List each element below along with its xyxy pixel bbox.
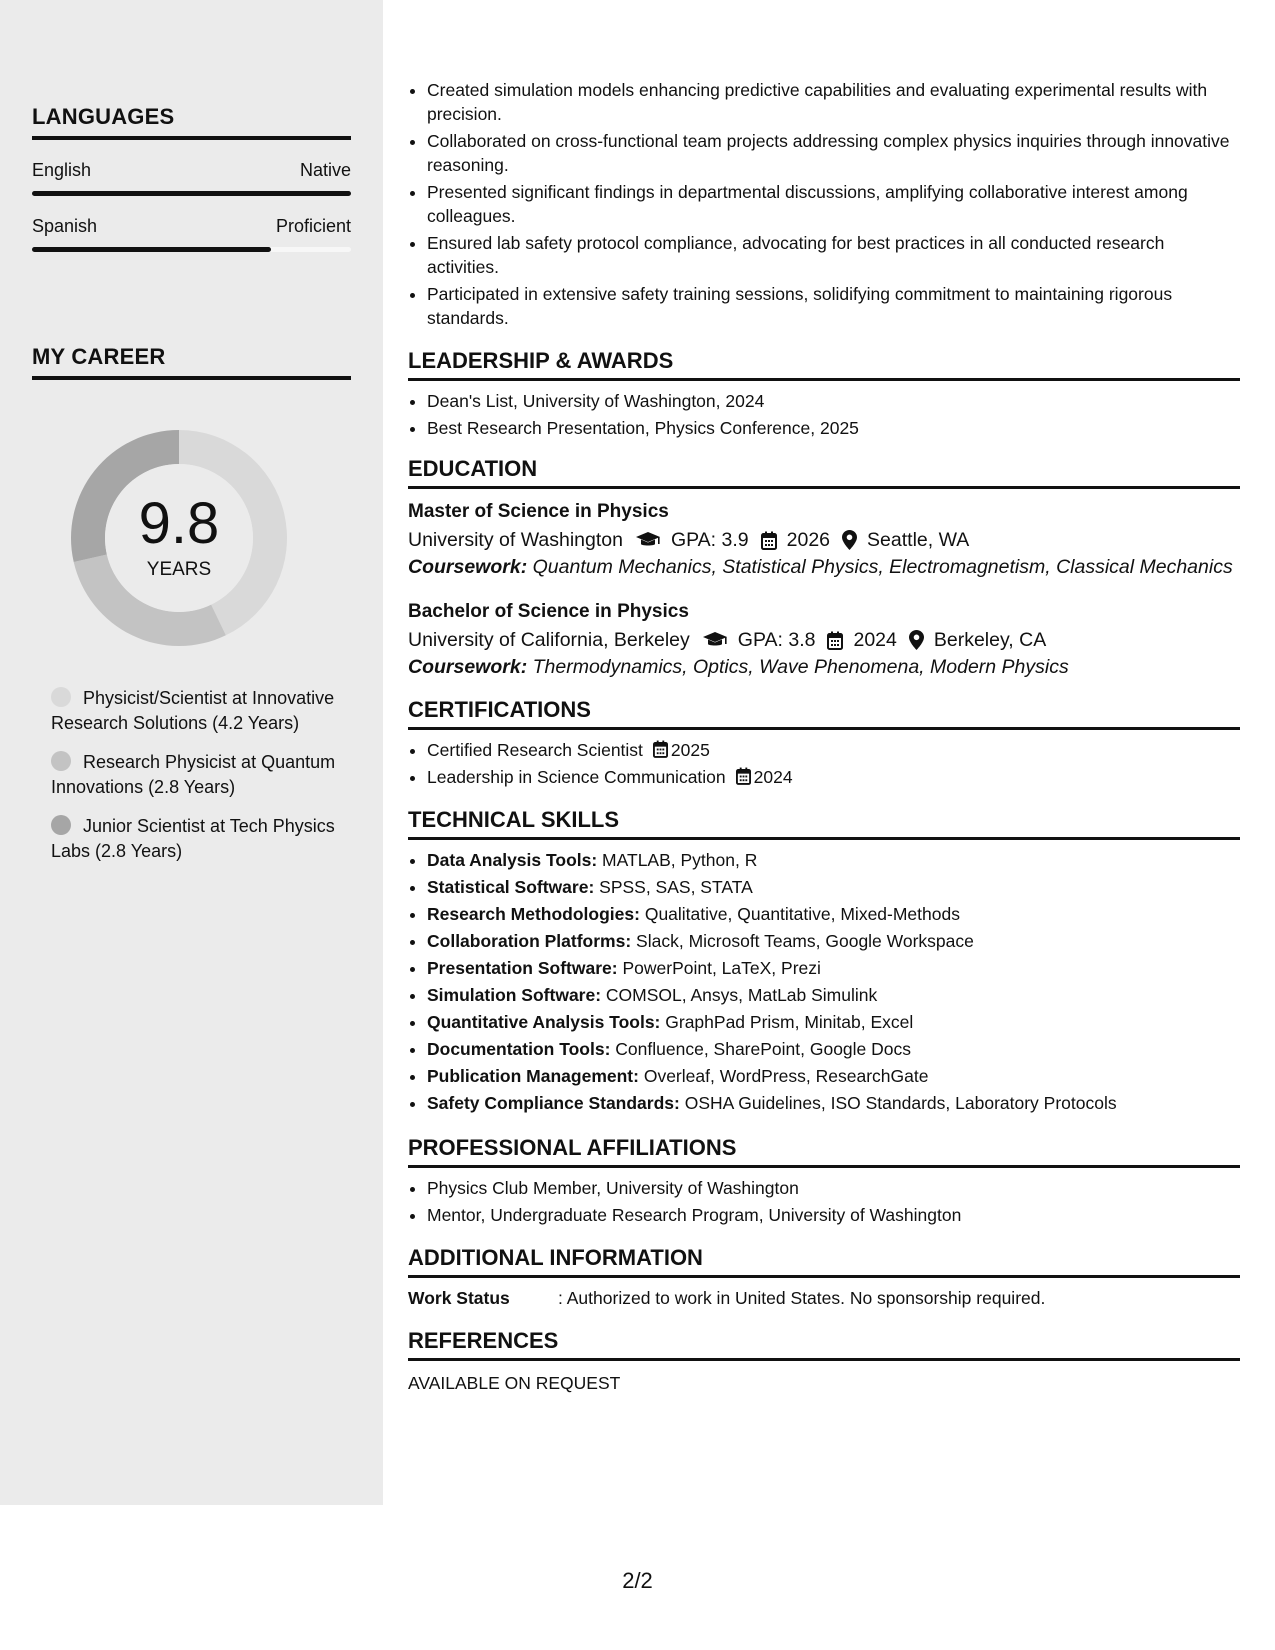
skill-label: Publication Management: <box>427 1066 639 1086</box>
language-level: Native <box>299 160 351 180</box>
experience-bullets <box>408 78 1240 330</box>
language-name: English <box>32 160 92 180</box>
work-status-value: : Authorized to work in United States. No sponsorship required. <box>558 1288 1046 1308</box>
affiliations-heading: PROFESSIONAL AFFILIATIONS <box>408 1135 1240 1168</box>
gpa: GPA: 3.9 <box>670 529 749 551</box>
leadership-heading: LEADERSHIP & AWARDS <box>408 348 1240 381</box>
list-item: • Created simulation models enhancing predictive capabilities and evaluating experimental results with precision. <box>427 78 1240 126</box>
career-total-years: 9.8 <box>138 491 220 556</box>
list-item <box>427 1091 1240 1115</box>
legend-dot-icon <box>51 815 71 835</box>
skill-value: GraphPad Prism, Minitab, Excel <box>660 1012 914 1032</box>
gpa: GPA: 3.8 <box>737 629 816 651</box>
list-item <box>427 738 1240 762</box>
skills-heading: TECHNICAL SKILLS <box>408 807 1240 840</box>
references-text: AVAILABLE ON REQUEST <box>408 1373 621 1393</box>
cert-year: 2024 <box>753 767 793 787</box>
list-item <box>427 848 1240 872</box>
languages-heading: LANGUAGES <box>32 104 351 140</box>
skill-label: Presentation Software: <box>427 958 618 978</box>
skill-label: Documentation Tools: <box>427 1039 611 1059</box>
coursework-label: Coursework: <box>408 656 528 678</box>
references-heading: REFERENCES <box>408 1328 1240 1361</box>
career-years-label: YEARS <box>146 559 212 580</box>
list-item: • Participated in extensive safety training sessions, solidifying commitment to maintaining rigorous standards. <box>427 282 1240 330</box>
language-proficiency-bar <box>32 191 351 196</box>
language-proficiency-fill <box>32 247 271 252</box>
degree-title: Master of Science in Physics <box>408 501 669 522</box>
graduation-year: 2024 <box>853 629 897 651</box>
education-entry <box>408 499 1240 579</box>
affiliations-list <box>408 1176 1240 1227</box>
list-item <box>427 983 1240 1007</box>
career-section <box>32 344 351 380</box>
graduation-cap-icon <box>702 631 728 649</box>
skill-label: Research Methodologies: <box>427 904 640 924</box>
career-item-text: Research Physicist at Quantum Innovations (2.8 Years) <box>51 752 336 797</box>
language-proficiency-fill <box>32 191 351 196</box>
coursework-label: Coursework: <box>408 556 528 578</box>
school-name: University of California, Berkeley <box>408 629 690 651</box>
career-legend-item <box>51 686 341 736</box>
school-name: University of Washington <box>408 529 623 551</box>
language-item <box>32 160 351 196</box>
list-item: • Dean's List, University of Washington, 2024 <box>427 389 1240 413</box>
list-item: • Mentor, Undergraduate Research Program, University of Washington <box>427 1203 1240 1227</box>
coursework-list: Quantum Mechanics, Statistical Physics, Electromagnetism, Classical Mechanics <box>527 556 1233 578</box>
list-item: • Physics Club Member, University of Washington <box>427 1176 1240 1200</box>
list-item: • Ensured lab safety protocol compliance, advocating for best practices in all conducted research activities. <box>427 231 1240 279</box>
map-pin-icon <box>842 530 857 550</box>
skill-value: Qualitative, Quantitative, Mixed-Methods <box>639 904 960 924</box>
calendar-icon <box>761 531 777 550</box>
work-status-row <box>408 1286 1240 1310</box>
legend-dot-icon <box>51 751 71 771</box>
legend-dot-icon <box>51 687 71 707</box>
skill-value: Confluence, SharePoint, Google Docs <box>610 1039 912 1059</box>
cert-name: Leadership in Science Communication <box>427 767 726 787</box>
skill-value: COMSOL, Ansys, MatLab Simulink <box>601 985 878 1005</box>
skill-value: Slack, Microsoft Teams, Google Workspace <box>631 931 974 951</box>
career-legend-item <box>51 750 341 800</box>
education-heading: EDUCATION <box>408 456 1240 489</box>
skill-value: PowerPoint, LaTeX, Prezi <box>617 958 821 978</box>
list-item <box>427 1010 1240 1034</box>
language-proficiency-bar <box>32 247 351 252</box>
map-pin-icon <box>909 630 924 650</box>
additional-info-heading: ADDITIONAL INFORMATION <box>408 1245 1240 1278</box>
cert-name: Certified Research Scientist <box>427 740 643 760</box>
school-location: Seattle, WA <box>867 529 970 551</box>
career-legend <box>51 686 341 878</box>
languages-section <box>32 104 351 252</box>
skill-label: Data Analysis Tools: <box>427 850 598 870</box>
language-level: Proficient <box>275 216 351 236</box>
language-name: Spanish <box>32 216 98 236</box>
coursework <box>408 555 1240 579</box>
sidebar <box>0 0 383 1505</box>
list-item: • Presented significant findings in departmental discussions, amplifying collaborative interest among colleagues. <box>427 180 1240 228</box>
coursework-list: Thermodynamics, Optics, Wave Phenomena, Modern Physics <box>527 656 1069 678</box>
work-status-label: Work Status <box>408 1288 510 1308</box>
career-item-text: Junior Scientist at Tech Physics Labs (2.8 Years) <box>51 816 335 861</box>
list-item <box>427 875 1240 899</box>
list-item: • Best Research Presentation, Physics Conference, 2025 <box>427 416 1240 440</box>
certifications-list <box>408 738 1240 789</box>
career-item-text: Physicist/Scientist at Innovative Research Solutions (4.2 Years) <box>51 688 335 733</box>
skill-value: SPSS, SAS, STATA <box>594 877 753 897</box>
language-item <box>32 216 351 252</box>
skill-value: Overleaf, WordPress, ResearchGate <box>638 1066 929 1086</box>
graduation-year: 2026 <box>786 529 831 551</box>
skill-label: Simulation Software: <box>427 985 602 1005</box>
list-item <box>427 1064 1240 1088</box>
leadership-list <box>408 389 1240 440</box>
skill-label: Safety Compliance Standards: <box>427 1093 680 1113</box>
list-item <box>427 902 1240 926</box>
career-heading: MY CAREER <box>32 344 351 380</box>
list-item: • Collaborated on cross-functional team projects addressing complex physics inquiries through innovative reasoning. <box>427 129 1240 177</box>
cert-year: 2025 <box>670 740 710 760</box>
list-item <box>427 956 1240 980</box>
list-item <box>427 929 1240 953</box>
degree-title: Bachelor of Science in Physics <box>408 601 689 622</box>
career-legend-item <box>51 814 341 864</box>
skill-label: Statistical Software: <box>427 877 595 897</box>
skill-label: Quantitative Analysis Tools: <box>427 1012 661 1032</box>
skill-value: OSHA Guidelines, ISO Standards, Laboratory Protocols <box>679 1093 1117 1113</box>
skills-list <box>408 848 1240 1115</box>
main-content <box>408 78 1240 1395</box>
calendar-icon <box>827 631 843 650</box>
education-entry <box>408 599 1240 679</box>
graduation-cap-icon <box>635 531 661 549</box>
career-donut-chart <box>66 425 292 651</box>
coursework <box>408 655 1240 679</box>
skill-label: Collaboration Platforms: <box>427 931 632 951</box>
skill-value: MATLAB, Python, R <box>597 850 758 870</box>
certifications-heading: CERTIFICATIONS <box>408 697 1240 730</box>
calendar-icon <box>653 740 668 758</box>
list-item <box>427 765 1240 789</box>
school-location: Berkeley, CA <box>933 629 1047 651</box>
page-number: 2/2 <box>622 1568 653 1593</box>
list-item <box>427 1037 1240 1061</box>
calendar-icon <box>736 767 751 785</box>
